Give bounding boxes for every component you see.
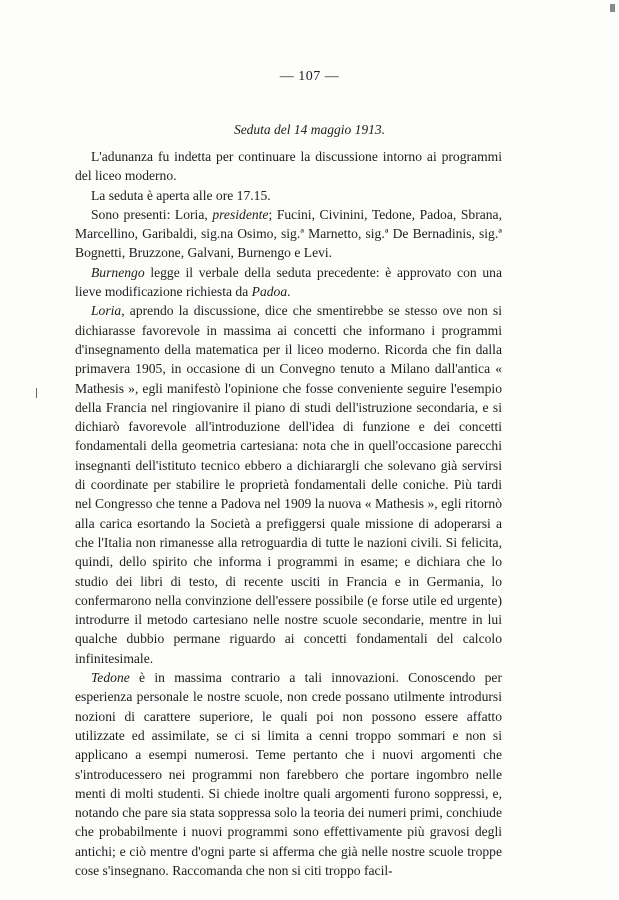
speaker-name: Padoa <box>251 284 288 300</box>
text-run: Sono presenti: Loria, <box>91 206 213 222</box>
scan-edge-mark <box>610 4 615 12</box>
paragraph-attendees <box>75 205 502 263</box>
paragraph-opening-time <box>75 186 502 205</box>
speaker-name: Tedone <box>91 670 130 686</box>
paragraph-minutes <box>75 263 502 302</box>
body-text <box>75 147 502 880</box>
speaker-name: Loria <box>91 303 122 319</box>
text-run: legge il verbale della seduta precedente: è approvato con una lieve modificazione richiesta da <box>75 264 502 300</box>
text-run: , aprendo la discussione, dice che smentirebbe se stesso ove non si dichiarasse favorevole in massima ai concetti che informano i programmi d'insegnamento della matematica per il liceo moderno. Ricorda che fin dalla primavera 1905, in occasione di un Convegno tenuto a Milano dall'antica « Mathesis », egli manifestò l'opinione che fosse conveniente seguire l'esempio della Francia nel ringiovanire il piano di studi dell'istruzione secondaria, e si dichiarò favorevole all'introduzione dell'idea di funzione e dei concetti fondamentali della geometria cartesiana: nota che in quell'occasione parecchi insegnanti dell'istituto tecnico ebbero a dichiarargli che solevano già servirsi di coordinate per stabilire le proprietà fondamentali delle coniche. Più tardi nel Congresso che tenne a Padova nel 1909 la nuova « Mathesis », egli ritornò alla carica esortando la Società a prefiggersi quale missione di adoperarsi a che l'Italia non rimanesse alla retroguardia di tutte le nazioni civili. Si felicita, quindi, dello spirito che informa i programmi in esame; e dichiara che lo studio dei libri di testo, di recente usciti in Francia e in Germania, lo confermarono nella convinzione dell'essere possibile (e forse utile ed urgente) introdurre il metodo cartesiano nelle nostre scuole secondarie, mentre in lui qualche dubbio permane riguardo ai concetti fondamentali del calcolo infinitesimale. <box>75 303 502 666</box>
text-run: L'adunanza fu indetta per continuare la discussione intorno ai programmi del liceo moderno. <box>75 149 502 184</box>
margin-mark <box>36 388 37 398</box>
paragraph-loria <box>75 301 502 668</box>
paragraph-convocation <box>75 147 502 186</box>
text-run: ; Fucini, Civinini, Tedone, Padoa, Sbrana, Marcellino, Garibaldi, sig.na Osimo, sig.ª Marnetto, sig.ª De Bernadinis, sig.ª Bognetti, Bruzzone, Galvani, Burnengo e Levi. <box>75 206 502 261</box>
text-run: . <box>287 284 291 300</box>
text-run: è in massima contrario a tali innovazioni. Conoscendo per esperienza personale le nostre scuole, non crede possano utilmente introdursi nozioni di carattere superiore, le quali poi non possono essere affatto utilizzate ed assimilate, se ci si limita a cenni troppo sommari e non si applicano a esempi numerosi. Teme pertanto che i nuovi argomenti che s'introducessero nei programmi non farebbero che portare ingombro nelle menti di molti studenti. Si chiede inoltre quali argomenti furono soppressi, e, notando che pare sia stata soppressa solo la teoria dei numeri primi, conchiude che probabilmente i nuovi programmi sono effettivamente più gravosi degli antichi; e ciò mentre d'ogni parte si afferma che già nelle nostre scuole troppe cose s'insegnano. Raccomanda che non si citi troppo facil- <box>75 670 502 878</box>
role-presidente: presidente <box>212 206 269 222</box>
speaker-name: Burnengo <box>91 264 145 280</box>
page-number: — 107 — <box>279 69 340 84</box>
paragraph-tedone <box>75 668 502 880</box>
session-title: Seduta del 14 maggio 1913. <box>233 122 386 137</box>
text-run: La seduta è aperta alle ore 17.15. <box>91 187 271 203</box>
